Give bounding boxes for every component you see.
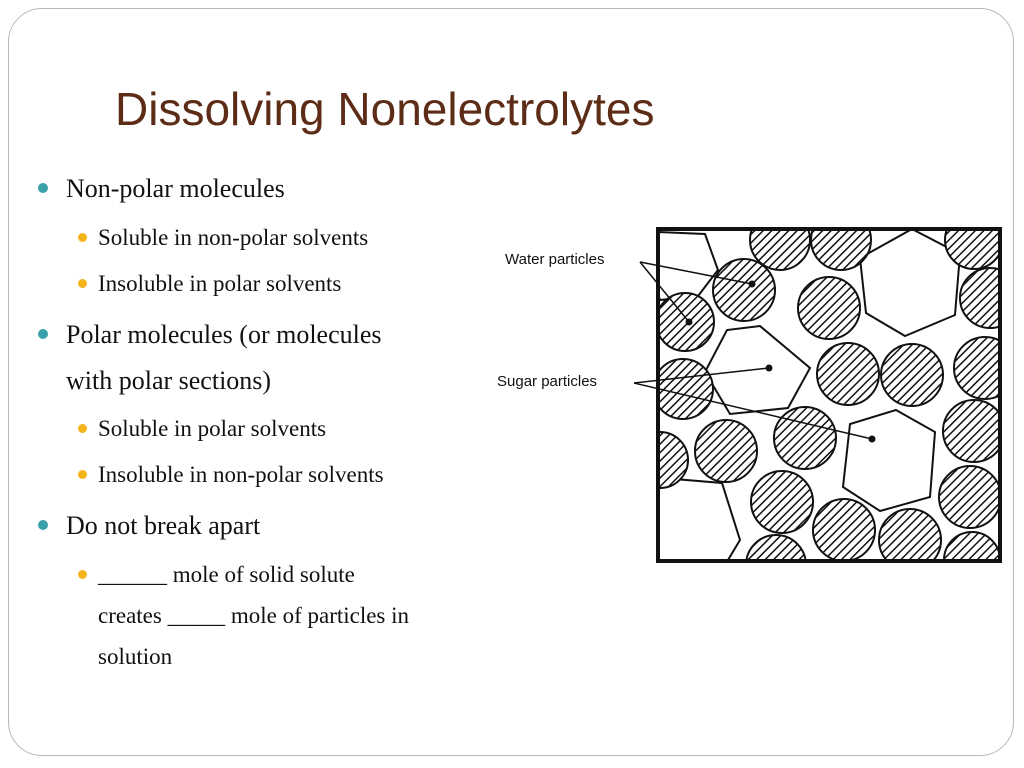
pointer-dot — [766, 365, 773, 372]
water-particle-circle — [811, 210, 871, 270]
pointer-dot — [749, 281, 756, 288]
water-particle-circle — [750, 210, 810, 270]
water-particle-circle — [713, 259, 775, 321]
particle-field — [632, 210, 1020, 595]
sugar-particle-hexagon — [650, 478, 740, 570]
water-particle-circle — [817, 343, 879, 405]
water-particle-circle — [798, 277, 860, 339]
water-particle-circle — [751, 471, 813, 533]
sub-bullet-mole-line3: solution — [98, 644, 173, 669]
water-particles-label: Water particles — [505, 251, 605, 268]
water-particle-circle — [695, 420, 757, 482]
water-particle-circle — [813, 499, 875, 561]
water-particle-circle — [656, 293, 714, 351]
bullet-polar-line2: with polar sections) — [66, 366, 272, 395]
pointer-dot — [869, 436, 876, 443]
bullet-polar-line1: Polar molecules (or molecules — [66, 320, 382, 349]
sub-bullet-polar-soluble: Soluble in polar solvents — [98, 416, 327, 441]
water-particle-circle — [881, 344, 943, 406]
bullet-no-break: Do not break apart — [66, 511, 261, 540]
bullet-nonpolar: Non-polar molecules — [66, 174, 285, 203]
water-particle-circle — [943, 400, 1005, 462]
water-particle-circle — [945, 211, 1003, 269]
sub-bullet-polar-insoluble: Insoluble in non-polar solvents — [98, 462, 384, 487]
sub-bullet-nonpolar-soluble: Soluble in non-polar solvents — [98, 225, 369, 250]
water-particle-circle — [939, 466, 1001, 528]
water-particle-circle — [960, 268, 1020, 328]
sub-bullet-nonpolar-insoluble: Insoluble in polar solvents — [98, 271, 342, 296]
water-particle-circle — [746, 535, 806, 595]
sub-bullet-mole-line2: creates _____ mole of particles in — [98, 603, 410, 628]
sugar-particles-label: Sugar particles — [497, 373, 598, 390]
water-particle-circle — [774, 407, 836, 469]
water-particle-circle — [954, 337, 1016, 399]
slide-title: Dissolving Nonelectrolytes — [115, 83, 655, 135]
sugar-particle-hexagon — [843, 410, 935, 511]
sub-bullet-mole-line1: ______ mole of solid solute — [98, 562, 355, 587]
pointer-dot — [686, 319, 693, 326]
